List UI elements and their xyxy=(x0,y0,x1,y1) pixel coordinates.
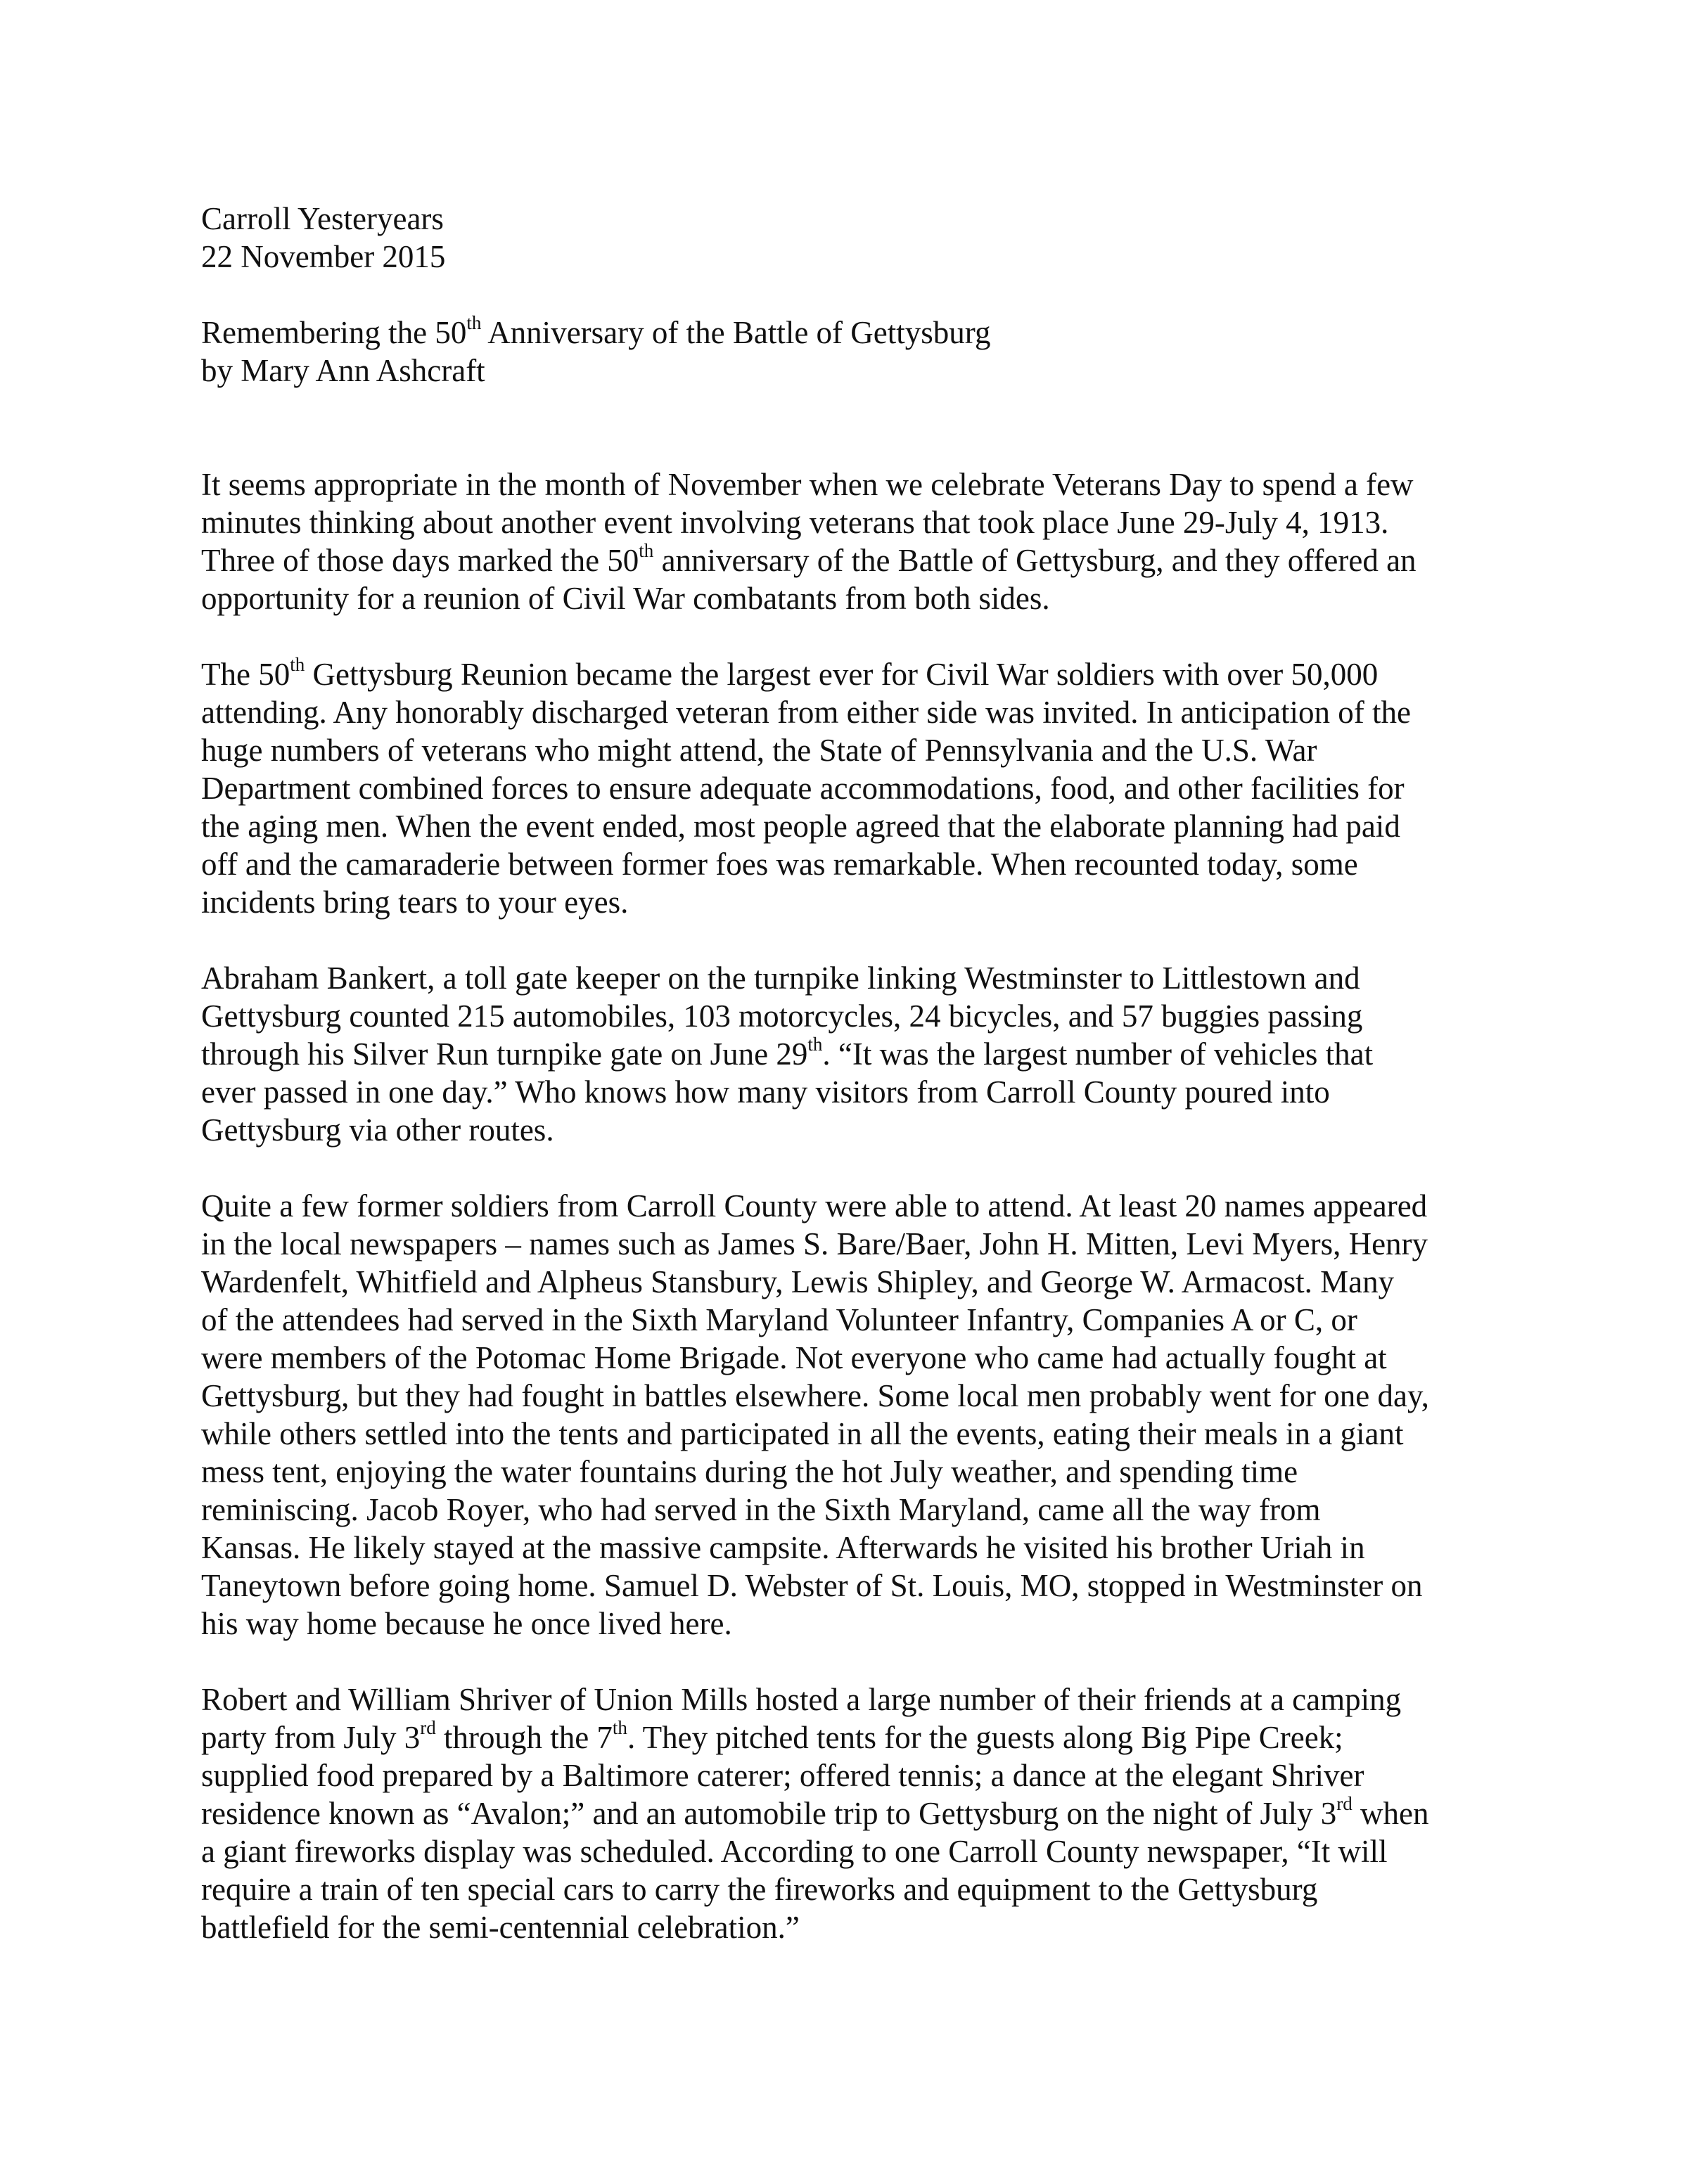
paragraph-2: The 50th Gettysburg Reunion became the largest ever for Civil War soldiers with over 50,000 attending. Any honorably discharged veteran from either side was invited. In anticipation of the huge numbers of veterans who might attend, the State of Pennsylvania and the U.S. War Department combined forces to ensure adequate accommodations, food, and other facilities for the aging men. When the event ended, most people agreed that the elaborate planning had paid off and the camaraderie between former foes was remarkable. When recounted today, some incidents bring tears to your eyes. xyxy=(201,654,1411,920)
column-name: Carroll Yesteryears xyxy=(201,201,444,236)
paragraph-1: It seems appropriate in the month of November when we celebrate Veterans Day to spend a few minutes thinking about another event involving veterans that took place June 29-July 4, 1913. Three of those days marked the 50th anniversary of the Battle of Gettysburg, and they offered an opportunity for a reunion of Civil War combatants from both sides. xyxy=(201,467,1417,616)
paragraph-5: Robert and William Shriver of Union Mills hosted a large number of their friends at a camping party from July 3rd through the 7th. They pitched tents for the guests along Big Pipe Creek; supplied food prepared by a Baltimore caterer; offered tennis; a dance at the elegant Shriver residence known as “Avalon;” and an automobile trip to Gettysburg on the night of July 3rd when a giant fireworks display was scheduled. According to one Carroll County newspaper, “It will require a train of ten special cars to carry the fireworks and equipment to the Gettysburg battlefield for the semi-centennial celebration.” xyxy=(201,1682,1429,1945)
paragraph-4: Quite a few former soldiers from Carroll County were able to attend. At least 20 names appeared in the local newspapers – names such as James S. Bare/Baer, John H. Mitten, Levi Myers, Henry Wardenfelt, Whitfield and Alpheus Stansbury, Lewis Shipley, and George W. Armacost. Many of the attendees had served in the Sixth Maryland Volunteer Infantry, Companies A or C, or were members of the Potomac Home Brigade. Not everyone who came had actually fought at Gettysburg, but they had fought in battles elsewhere. Some local men probably went for one day, while others settled into the tents and participated in all the events, eating their meals in a giant mess tent, enjoying the water fountains during the hot July weather, and spending time reminiscing. Jacob Royer, who had served in the Sixth Maryland, came all the way from Kansas. He likely stayed at the massive campsite. Afterwards he visited his brother Uriah in Taneytown before going home. Samuel D. Webster of St. Louis, MO, stopped in Westminster on his way home because he once lived here. xyxy=(201,1188,1429,1641)
publication-date: 22 November 2015 xyxy=(201,239,446,274)
column-header xyxy=(201,200,1509,276)
document-body xyxy=(201,200,1509,1946)
article-title: Remembering the 50th Anniversary of the Battle of Gettysburg xyxy=(201,312,991,350)
article-byline: by Mary Ann Ashcraft xyxy=(201,353,485,388)
article-heading xyxy=(201,314,1509,390)
paragraph-3: Abraham Bankert, a toll gate keeper on the turnpike linking Westminster to Littlestown and Gettysburg counted 215 automobiles, 103 motorcycles, 24 bicycles, and 57 buggies passing through his Silver Run turnpike gate on June 29th. “It was the largest number of vehicles that ever passed in one day.” Who knows how many visitors from Carroll County poured into Gettysburg via other routes. xyxy=(201,961,1374,1148)
